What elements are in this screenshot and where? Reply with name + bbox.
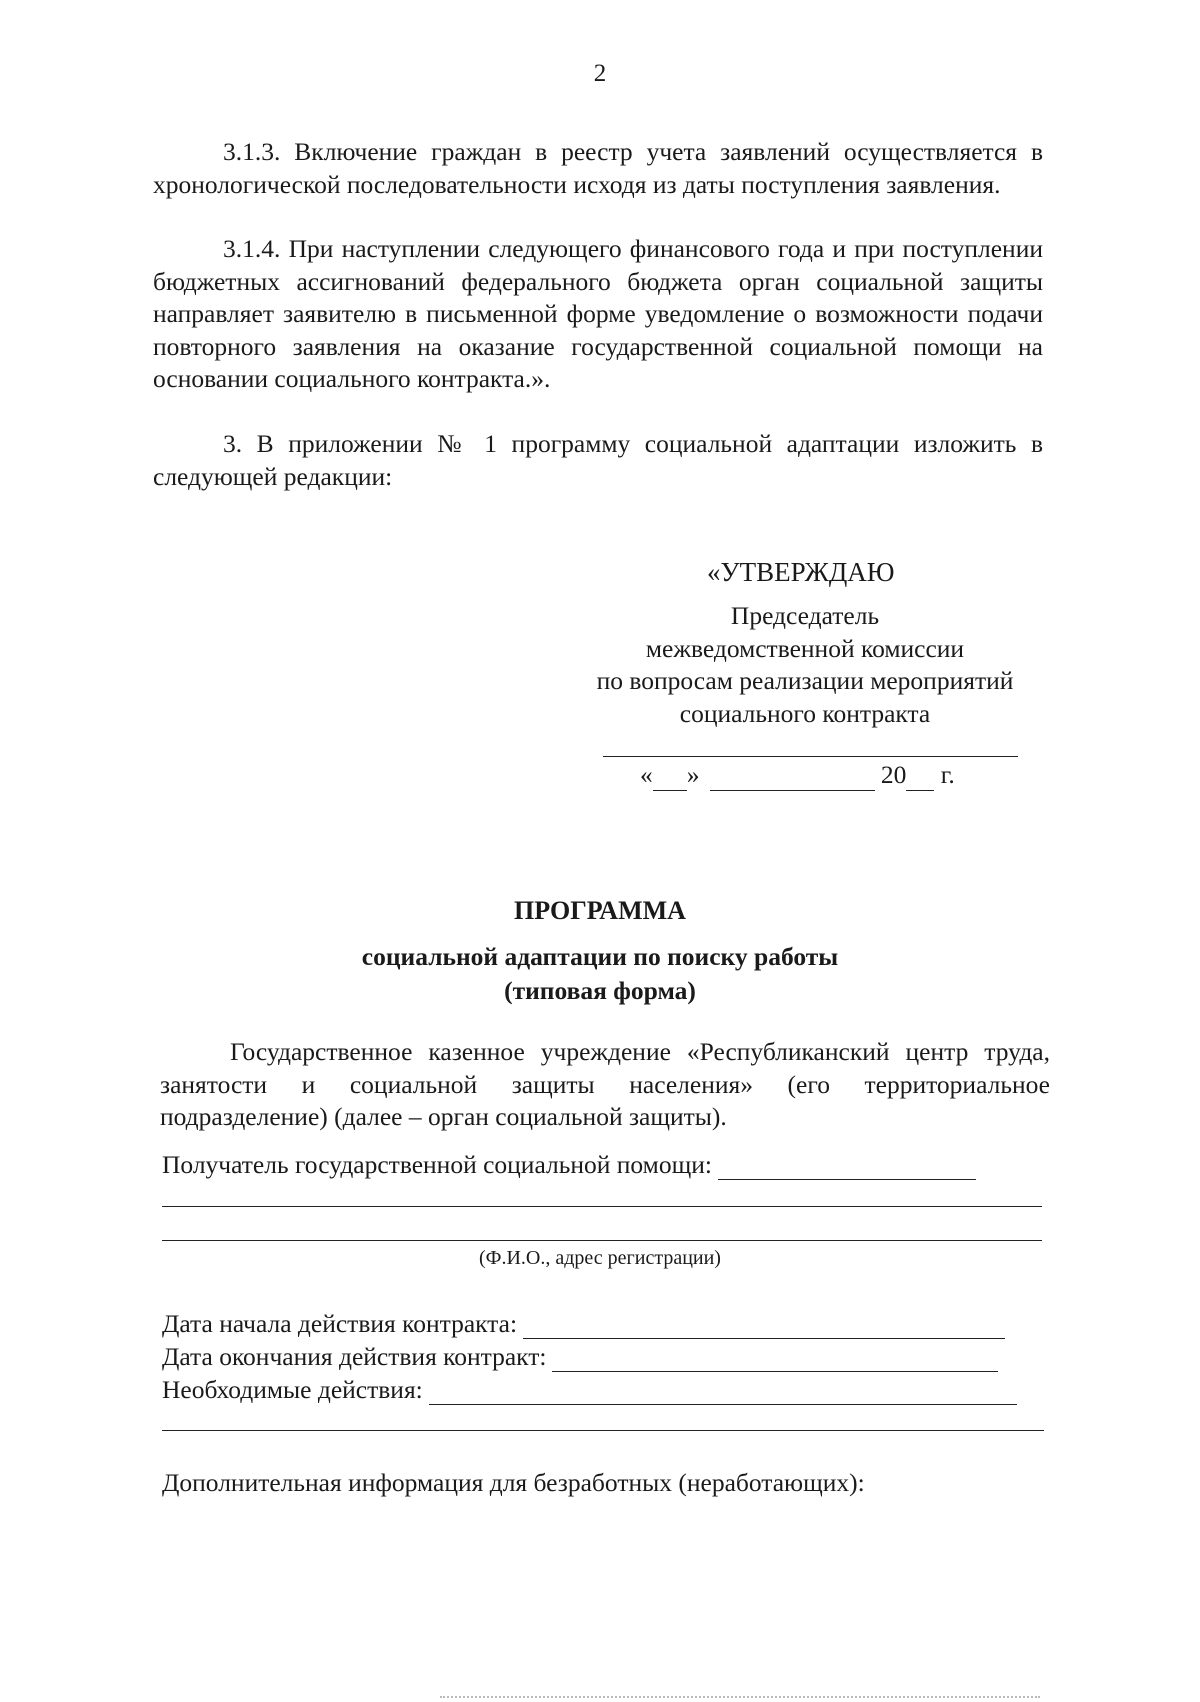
additional-info-label: Дополнительная информация для безработных (неработающих): bbox=[162, 1468, 865, 1497]
date-quote-open: « bbox=[640, 760, 653, 789]
page-number: 2 bbox=[593, 60, 607, 87]
program-subtitle-line-2: (типовая форма) bbox=[504, 976, 696, 1005]
end-date-field bbox=[162, 1342, 998, 1372]
end-date-label: Дата окончания действия контракт: bbox=[162, 1342, 547, 1371]
recipient-line-3 bbox=[162, 1240, 1042, 1241]
approval-line-2: межведомственной комиссии bbox=[645, 633, 965, 663]
paragraph-3-text: 3. В приложении № 1 программу социальной адаптации изложить в следующей редакции: bbox=[153, 429, 1043, 491]
end-date-blank bbox=[552, 1347, 998, 1372]
paragraph-3-1-3-text: 3.1.3. Включение граждан в реестр учета заявлений осуществляется в хронологической последовательности исходя из даты поступления заявления. bbox=[153, 137, 1043, 199]
approval-date bbox=[640, 760, 955, 791]
recipient-caption: (Ф.И.О., адрес регистрации) bbox=[479, 1247, 721, 1269]
paragraph-3-1-4 bbox=[153, 233, 1043, 396]
start-date-blank bbox=[523, 1314, 1005, 1339]
paragraph-3-1-3 bbox=[153, 136, 1043, 201]
approval-line-4: социального контракта bbox=[679, 698, 931, 728]
additional-info-field bbox=[162, 1468, 865, 1498]
paragraph-3 bbox=[153, 428, 1043, 493]
recipient-label: Получатель государственной социальной помощи: bbox=[162, 1150, 712, 1179]
year-blank bbox=[906, 760, 934, 791]
program-intro bbox=[160, 1036, 1050, 1134]
approval-block bbox=[570, 600, 1040, 730]
actions-label: Необходимые действия: bbox=[162, 1375, 423, 1404]
start-date-field bbox=[162, 1309, 1005, 1339]
year-prefix: 20 bbox=[880, 760, 907, 789]
recipient-line-2 bbox=[162, 1206, 1042, 1207]
actions-line-2 bbox=[162, 1430, 1044, 1431]
day-blank bbox=[653, 760, 687, 791]
start-date-label: Дата начала действия контракта: bbox=[162, 1309, 518, 1338]
recipient-blank bbox=[718, 1155, 976, 1180]
approval-line-3: по вопросам реализации мероприятий bbox=[596, 666, 1014, 695]
date-quote-close: » bbox=[686, 760, 700, 789]
actions-blank bbox=[429, 1380, 1017, 1405]
approval-heading: «УТВЕРЖДАЮ bbox=[707, 557, 895, 587]
actions-field bbox=[162, 1375, 1017, 1405]
program-title: ПРОГРАММА bbox=[514, 896, 686, 925]
program-subtitle bbox=[0, 940, 1200, 1008]
program-subtitle-line-1: социальной адаптации по поиску работы bbox=[361, 942, 839, 971]
signature-line bbox=[603, 756, 1018, 757]
year-suffix: г. bbox=[940, 760, 955, 789]
paragraph-3-1-4-text: 3.1.4. При наступлении следующего финансового года и при поступлении бюджетных ассигнований федерального бюджета орган социальной защиты направляет заявителю в письменной форме уведомление о возможности подачи повторного заявления на оказание государственной социальной помощи на основании социального контракта.». bbox=[153, 234, 1043, 393]
approval-line-1: Председатель bbox=[730, 601, 880, 630]
recipient-field bbox=[162, 1150, 976, 1180]
program-intro-text: Государственное казенное учреждение «Республиканский центр труда, занятости и социальной защиты населения» (его территориальное подразделение) (далее – орган социальной защиты). bbox=[160, 1037, 1050, 1131]
month-blank bbox=[710, 760, 875, 791]
scan-edge-dots bbox=[440, 1696, 1040, 1698]
